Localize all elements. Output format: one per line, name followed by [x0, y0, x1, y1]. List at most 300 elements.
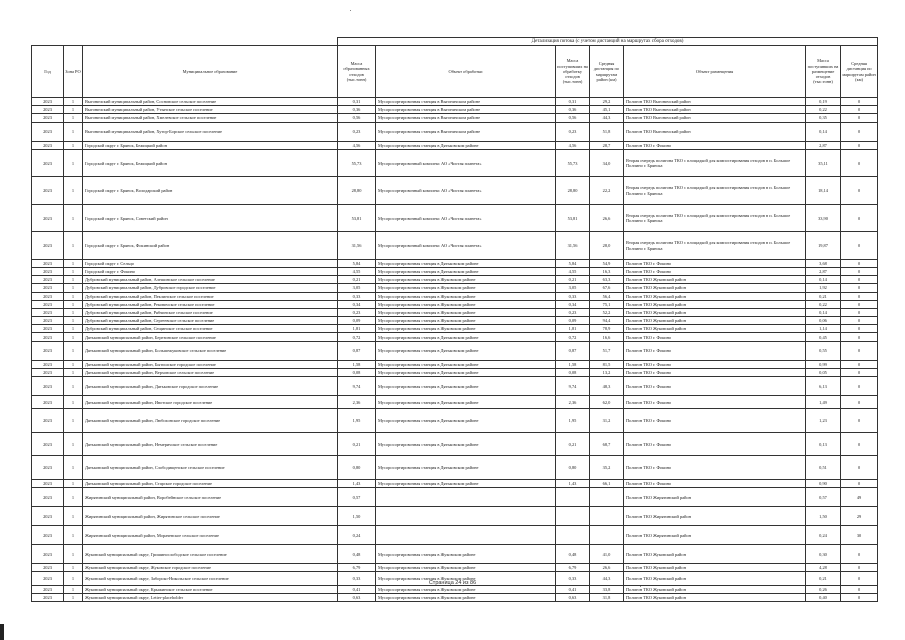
- cell-municipality: Дубровский муниципальный район, Сещинское сельское поселение: [83, 325, 338, 333]
- table-row: [32, 300, 878, 308]
- cell-zone: 1: [64, 507, 83, 526]
- cell-avg-distance-placement: 0: [841, 572, 878, 585]
- cell-municipality: Городской округ г. Брянск, Володарский район: [83, 177, 338, 205]
- cell-mass-formed: 0,56: [338, 114, 376, 122]
- cell-avg-distance-placement: 0: [841, 106, 878, 114]
- cell-processing-object: Мусоросортировочная станция в Дятьковском районе: [376, 360, 556, 368]
- cell-mass-processing: 55,73: [556, 149, 590, 177]
- cell-avg-distance-placement: 0: [841, 341, 878, 360]
- cell-municipality: Дятьковский муниципальный район, Дятьковское городское поселение: [83, 377, 338, 396]
- cell-mass-formed: 0,21: [338, 432, 376, 456]
- cell-placement-object: Полигон ТКО г. Фокино: [624, 377, 806, 396]
- cell-avg-distance-placement: 0: [841, 276, 878, 284]
- cell-mass-placement: 0,13: [806, 432, 841, 456]
- cell-placement-object: Полигон ТКО г. Фокино: [624, 360, 806, 368]
- table-row: [32, 292, 878, 300]
- col-avg-distance-placement: Средняя дистанция по маршрутам район (км): [841, 46, 878, 98]
- cell-mass-placement: 1,92: [806, 284, 841, 292]
- cell-mass-processing: 0,41: [556, 585, 590, 593]
- cell-mass-placement: 0,55: [806, 341, 841, 360]
- cell-placement-object: Полигон ТКО Жуковский район: [624, 292, 806, 300]
- cell-avg-distance-placement: 0: [841, 456, 878, 480]
- table-row: [32, 98, 878, 106]
- cell-year: 2023: [32, 409, 64, 433]
- cell-placement-object: Полигон ТКО Выгоничский район: [624, 106, 806, 114]
- scan-speck: [640, 586, 641, 587]
- col-processing-object: Объект обработки: [376, 46, 556, 98]
- cell-processing-object: Мусоросортировочная станция в Дятьковском районе: [376, 396, 556, 409]
- cell-municipality: Дубровский муниципальный район, Дубровское городское поселение: [83, 284, 338, 292]
- cell-mass-processing: 2,36: [556, 396, 590, 409]
- cell-placement-object: Вторая очередь полигона ТКО с площадкой для компостирования отходов в п. Большое Полпино г. Брянска: [624, 204, 806, 232]
- cell-avg-distance-processing: 81,5: [590, 360, 624, 368]
- cell-avg-distance-processing: 51,8: [590, 122, 624, 141]
- cell-municipality: Дятьковский муниципальный район, Старское городское поселение: [83, 479, 338, 487]
- cell-municipality: Жуковский муниципальный округ, Крыжинское сельское поселение: [83, 585, 338, 593]
- cell-zone: 1: [64, 526, 83, 545]
- table-row: [32, 284, 878, 292]
- cell-avg-distance-processing: 44,3: [590, 572, 624, 585]
- table-row: [32, 333, 878, 341]
- table-row: [32, 585, 878, 593]
- cell-mass-formed: 5,84: [338, 259, 376, 267]
- cell-year: 2023: [32, 488, 64, 507]
- cell-mass-formed: 0,48: [338, 545, 376, 564]
- cell-avg-distance-placement: 0: [841, 333, 878, 341]
- table-row: [32, 325, 878, 333]
- cell-year: 2023: [32, 141, 64, 149]
- cell-processing-object: Мусоросортировочный комплекс АО «Чистая планета»: [376, 149, 556, 177]
- cell-mass-processing: 0,87: [556, 341, 590, 360]
- cell-year: 2023: [32, 333, 64, 341]
- cell-municipality: Жирятинский муниципальный район, Морачевское сельское поселение: [83, 526, 338, 545]
- cell-municipality: Дубровский муниципальный район, Рековичское сельское поселение: [83, 300, 338, 308]
- cell-year: 2023: [32, 276, 64, 284]
- table-row: [32, 149, 878, 177]
- cell-mass-formed: 0,08: [338, 368, 376, 376]
- cell-mass-placement: 2,87: [806, 141, 841, 149]
- cell-zone: 1: [64, 545, 83, 564]
- scan-speck: [350, 10, 351, 11]
- cell-placement-object: Полигон ТКО г. Фокино: [624, 267, 806, 275]
- cell-mass-processing: 0,33: [556, 292, 590, 300]
- cell-avg-distance-processing: 34,0: [590, 149, 624, 177]
- cell-municipality: Городской округ г. Фокино: [83, 267, 338, 275]
- cell-mass-formed: 0,23: [338, 308, 376, 316]
- cell-placement-object: Полигон ТКО Жуковский район: [624, 593, 806, 601]
- cell-mass-formed: 3,05: [338, 284, 376, 292]
- cell-placement-object: Полигон ТКО г. Фокино: [624, 333, 806, 341]
- cell-avg-distance-placement: 0: [841, 545, 878, 564]
- table-row: [32, 545, 878, 564]
- table-row: [32, 106, 878, 114]
- cell-avg-distance-processing: 31,2: [590, 409, 624, 433]
- cell-avg-distance-placement: 0: [841, 409, 878, 433]
- col-mass-placement: Масса поступивших на размещение отходов (тыс.тонн): [806, 46, 841, 98]
- cell-processing-object: Мусоросортировочная станция в Дятьковском районе: [376, 259, 556, 267]
- cell-placement-object: Полигон ТКО г. Фокино: [624, 141, 806, 149]
- cell-avg-distance-processing: 41,0: [590, 545, 624, 564]
- cell-placement-object: Полигон ТКО Жуковский район: [624, 572, 806, 585]
- cell-avg-distance-placement: 0: [841, 317, 878, 325]
- cell-mass-formed: 31,56: [338, 232, 376, 260]
- cell-placement-object: Полигон ТКО г. Фокино: [624, 368, 806, 376]
- cell-municipality: Городской округ г. Брянск, Советский район: [83, 204, 338, 232]
- cell-mass-processing: 0,48: [556, 545, 590, 564]
- cell-processing-object: Мусоросортировочная станция в Дятьковском районе: [376, 456, 556, 480]
- cell-zone: 1: [64, 325, 83, 333]
- cell-municipality: Жирятинский муниципальный район, Воробейнское сельское поселение: [83, 488, 338, 507]
- cell-mass-placement: 19,87: [806, 232, 841, 260]
- cell-year: 2023: [32, 368, 64, 376]
- cell-processing-object: Мусоросортировочная станция в Дятьковском районе: [376, 368, 556, 376]
- cell-avg-distance-placement: 0: [841, 300, 878, 308]
- cell-mass-processing: 0,23: [556, 122, 590, 141]
- cell-year: 2023: [32, 106, 64, 114]
- cell-mass-processing: 0,80: [556, 456, 590, 480]
- cell-mass-formed: 53,81: [338, 204, 376, 232]
- cell-avg-distance-processing: 16,6: [590, 333, 624, 341]
- cell-municipality: Дятьковский муниципальный район, Ивотское городское поселение: [83, 396, 338, 409]
- cell-mass-placement: 0,30: [806, 545, 841, 564]
- cell-mass-processing: [556, 526, 590, 545]
- cell-processing-object: [376, 507, 556, 526]
- table-row: [32, 593, 878, 601]
- cell-avg-distance-processing: [590, 507, 624, 526]
- cell-avg-distance-placement: 0: [841, 284, 878, 292]
- cell-mass-formed: 0,33: [338, 572, 376, 585]
- page-footer: Страница 24 из 86: [428, 580, 477, 586]
- cell-placement-object: Полигон ТКО Жуковский район: [624, 585, 806, 593]
- cell-municipality: Дубровский муниципальный район, Сергеевское сельское поселение: [83, 317, 338, 325]
- waste-flow-table: [31, 37, 878, 602]
- table-row: [32, 368, 878, 376]
- cell-mass-processing: 6,79: [556, 564, 590, 572]
- cell-avg-distance-processing: 78,9: [590, 325, 624, 333]
- cell-zone: 1: [64, 308, 83, 316]
- cell-year: 2023: [32, 479, 64, 487]
- cell-avg-distance-placement: 29: [841, 507, 878, 526]
- cell-mass-processing: 3,05: [556, 284, 590, 292]
- col-mass-processing: Масса поступивших на обработку отходов (тыс.тонн): [556, 46, 590, 98]
- cell-municipality: Выгоничский муниципальный район, Хутор-Борское сельское поселение: [83, 122, 338, 141]
- table-row: [32, 267, 878, 275]
- table-row: [32, 341, 878, 360]
- cell-mass-placement: 0,99: [806, 360, 841, 368]
- cell-mass-placement: 0,45: [806, 333, 841, 341]
- cell-mass-formed: 28,80: [338, 177, 376, 205]
- cell-zone: 1: [64, 368, 83, 376]
- cell-municipality: Выгоничский муниципальный район, Утынское сельское поселение: [83, 106, 338, 114]
- cell-avg-distance-placement: 0: [841, 479, 878, 487]
- cell-avg-distance-placement: 0: [841, 308, 878, 316]
- cell-year: 2023: [32, 300, 64, 308]
- cell-mass-placement: 3,68: [806, 259, 841, 267]
- table-title: Детализация потока (с учетом дистанций на маршрутах сбора отходов): [338, 38, 878, 46]
- cell-zone: 1: [64, 360, 83, 368]
- cell-placement-object: Полигон ТКО Выгоничский район: [624, 114, 806, 122]
- cell-zone: 1: [64, 432, 83, 456]
- cell-zone: 1: [64, 259, 83, 267]
- cell-processing-object: Мусоросортировочная станция в Жуковском районе: [376, 292, 556, 300]
- cell-mass-placement: 0,21: [806, 292, 841, 300]
- cell-avg-distance-placement: 0: [841, 564, 878, 572]
- cell-zone: 1: [64, 479, 83, 487]
- cell-avg-distance-processing: 54,9: [590, 259, 624, 267]
- col-municipality: Муниципальное образование: [83, 46, 338, 98]
- cell-mass-processing: 1,81: [556, 325, 590, 333]
- cell-zone: 1: [64, 456, 83, 480]
- cell-mass-formed: 1,58: [338, 360, 376, 368]
- cell-mass-placement: 0,24: [806, 526, 841, 545]
- table-row: [32, 488, 878, 507]
- cell-processing-object: Мусоросортировочная станция в Дятьковском районе: [376, 141, 556, 149]
- table-body: [32, 98, 878, 602]
- cell-municipality: Городской округ г. Брянск, Фокинский район: [83, 232, 338, 260]
- cell-year: 2023: [32, 396, 64, 409]
- cell-year: 2023: [32, 585, 64, 593]
- cell-mass-formed: 0,80: [338, 456, 376, 480]
- cell-mass-placement: 0,05: [806, 368, 841, 376]
- col-year: Год: [32, 46, 64, 98]
- cell-avg-distance-placement: 0: [841, 585, 878, 593]
- cell-zone: 1: [64, 276, 83, 284]
- cell-avg-distance-processing: 68,7: [590, 432, 624, 456]
- cell-year: 2023: [32, 545, 64, 564]
- cell-avg-distance-placement: 0: [841, 141, 878, 149]
- table-row: [32, 396, 878, 409]
- cell-mass-placement: 0,21: [806, 572, 841, 585]
- cell-mass-formed: 2,36: [338, 396, 376, 409]
- cell-mass-formed: 0,24: [338, 526, 376, 545]
- cell-year: 2023: [32, 98, 64, 106]
- cell-year: 2023: [32, 204, 64, 232]
- cell-year: 2023: [32, 317, 64, 325]
- cell-zone: 1: [64, 106, 83, 114]
- cell-placement-object: Полигон ТКО Жуковский район: [624, 284, 806, 292]
- cell-processing-object: Мусоросортировочный комплекс АО «Чистая планета»: [376, 232, 556, 260]
- cell-processing-object: Мусоросортировочная станция в Жуковском районе: [376, 572, 556, 585]
- cell-mass-placement: 0,22: [806, 300, 841, 308]
- cell-year: 2023: [32, 325, 64, 333]
- cell-mass-placement: 6,13: [806, 377, 841, 396]
- cell-municipality: Городской округ г. Брянск, Бежицкий район: [83, 141, 338, 149]
- cell-avg-distance-placement: 30: [841, 526, 878, 545]
- cell-zone: 1: [64, 141, 83, 149]
- cell-municipality: Дубровский муниципальный район, Пеклинское сельское поселение: [83, 292, 338, 300]
- table-row: [32, 177, 878, 205]
- cell-zone: 1: [64, 572, 83, 585]
- table-title-spacer: [32, 38, 338, 46]
- cell-municipality: Дятьковский муниципальный район, Любохонское городское поселение: [83, 409, 338, 433]
- cell-zone: 1: [64, 149, 83, 177]
- cell-zone: 1: [64, 300, 83, 308]
- cell-processing-object: Мусоросортировочная станция в Дятьковском районе: [376, 377, 556, 396]
- cell-avg-distance-processing: 13,2: [590, 368, 624, 376]
- cell-processing-object: Мусоросортировочная станция в Дятьковском районе: [376, 479, 556, 487]
- cell-placement-object: Полигон ТКО г. Фокино: [624, 259, 806, 267]
- cell-avg-distance-placement: 0: [841, 593, 878, 601]
- cell-avg-distance-placement: 0: [841, 98, 878, 106]
- cell-municipality: Дятьковский муниципальный район, Березинское сельское поселение: [83, 333, 338, 341]
- cell-avg-distance-processing: 26,6: [590, 204, 624, 232]
- cell-mass-formed: 0,72: [338, 333, 376, 341]
- cell-mass-formed: 0,33: [338, 292, 376, 300]
- cell-mass-processing: 1,95: [556, 409, 590, 433]
- cell-mass-formed: 1,81: [338, 325, 376, 333]
- cell-avg-distance-processing: 29,2: [590, 98, 624, 106]
- cell-zone: 1: [64, 317, 83, 325]
- cell-avg-distance-placement: 0: [841, 325, 878, 333]
- cell-mass-placement: 0,06: [806, 317, 841, 325]
- table-row: [32, 360, 878, 368]
- cell-avg-distance-processing: 67,6: [590, 284, 624, 292]
- cell-year: 2023: [32, 377, 64, 396]
- cell-year: 2023: [32, 308, 64, 316]
- cell-processing-object: [376, 488, 556, 507]
- cell-zone: 1: [64, 488, 83, 507]
- cell-processing-object: Мусоросортировочная станция в Дятьковском районе: [376, 432, 556, 456]
- col-placement-object: Объект размещения: [624, 46, 806, 98]
- cell-placement-object: Вторая очередь полигона ТКО с площадкой для компостирования отходов в п. Большое Полпино г. Брянска: [624, 232, 806, 260]
- cell-mass-processing: 0,21: [556, 432, 590, 456]
- cell-avg-distance-processing: 35,2: [590, 456, 624, 480]
- cell-municipality: Жирятинский муниципальный район, Жирятинское сельское поселение: [83, 507, 338, 526]
- cell-mass-processing: 9,74: [556, 377, 590, 396]
- cell-processing-object: Мусоросортировочная станция в Выгоничском районе: [376, 114, 556, 122]
- cell-processing-object: [376, 526, 556, 545]
- cell-mass-placement: 0,57: [806, 488, 841, 507]
- cell-placement-object: Полигон ТКО Жирятинский район: [624, 507, 806, 526]
- cell-mass-processing: 0,33: [556, 572, 590, 585]
- cell-placement-object: Полигон ТКО г. Фокино: [624, 396, 806, 409]
- cell-avg-distance-processing: 94,4: [590, 317, 624, 325]
- cell-mass-placement: 1,23: [806, 409, 841, 433]
- cell-placement-object: Полигон ТКО Жуковский район: [624, 300, 806, 308]
- cell-zone: 1: [64, 409, 83, 433]
- cell-mass-processing: 53,81: [556, 204, 590, 232]
- cell-mass-formed: 0,41: [338, 585, 376, 593]
- cell-mass-placement: 0,14: [806, 276, 841, 284]
- cell-municipality: Дятьковский муниципальный район, Большежуковское сельское поселение: [83, 341, 338, 360]
- cell-year: 2023: [32, 341, 64, 360]
- cell-year: 2023: [32, 456, 64, 480]
- cell-placement-object: Полигон ТКО Жуковский район: [624, 276, 806, 284]
- cell-avg-distance-placement: 0: [841, 232, 878, 260]
- cell-avg-distance-placement: 0: [841, 292, 878, 300]
- cell-processing-object: Мусоросортировочная станция в Выгоничском районе: [376, 106, 556, 114]
- cell-mass-processing: 0,72: [556, 333, 590, 341]
- cell-municipality: Дятьковский муниципальный район, Немеричское сельское поселение: [83, 432, 338, 456]
- table-row: [32, 564, 878, 572]
- cell-avg-distance-processing: 56,4: [590, 292, 624, 300]
- cell-year: 2023: [32, 232, 64, 260]
- cell-processing-object: Мусоросортировочная станция в Жуковском районе: [376, 564, 556, 572]
- cell-municipality: Дубровский муниципальный район, Алешинское сельское поселение: [83, 276, 338, 284]
- cell-placement-object: Полигон ТКО г. Фокино: [624, 456, 806, 480]
- cell-placement-object: Полигон ТКО Жуковский район: [624, 545, 806, 564]
- cell-mass-formed: 0,31: [338, 98, 376, 106]
- cell-year: 2023: [32, 572, 64, 585]
- cell-mass-processing: 0,63: [556, 593, 590, 601]
- scan-edge-mark: [0, 624, 4, 640]
- cell-year: 2023: [32, 360, 64, 368]
- cell-zone: 1: [64, 333, 83, 341]
- cell-municipality: Городской округ г. Сельцо: [83, 259, 338, 267]
- cell-processing-object: Мусоросортировочная станция в Дятьковском районе: [376, 409, 556, 433]
- cell-year: 2023: [32, 507, 64, 526]
- table-row: [32, 114, 878, 122]
- cell-mass-processing: 1,58: [556, 360, 590, 368]
- cell-mass-formed: 0,36: [338, 106, 376, 114]
- cell-mass-formed: 1,95: [338, 409, 376, 433]
- cell-mass-formed: 0,21: [338, 276, 376, 284]
- cell-mass-formed: 0,34: [338, 300, 376, 308]
- cell-mass-processing: 4,56: [556, 141, 590, 149]
- table-row: [32, 141, 878, 149]
- cell-avg-distance-placement: 0: [841, 204, 878, 232]
- cell-mass-placement: 0,51: [806, 456, 841, 480]
- cell-mass-processing: 5,84: [556, 259, 590, 267]
- cell-avg-distance-placement: 0: [841, 368, 878, 376]
- cell-mass-formed: 0,57: [338, 488, 376, 507]
- cell-avg-distance-placement: 0: [841, 377, 878, 396]
- cell-mass-placement: 0,22: [806, 106, 841, 114]
- cell-zone: 1: [64, 341, 83, 360]
- cell-year: 2023: [32, 267, 64, 275]
- cell-avg-distance-processing: 44,3: [590, 114, 624, 122]
- cell-placement-object: Полигон ТКО г. Фокино: [624, 479, 806, 487]
- table-row: [32, 526, 878, 545]
- cell-avg-distance-processing: 52,2: [590, 308, 624, 316]
- cell-zone: 1: [64, 204, 83, 232]
- cell-mass-processing: 0,08: [556, 368, 590, 376]
- cell-mass-placement: 1,14: [806, 325, 841, 333]
- table-row: [32, 259, 878, 267]
- cell-processing-object: Мусоросортировочный комплекс АО «Чистая планета»: [376, 177, 556, 205]
- cell-processing-object: Мусоросортировочная станция в Жуковском районе: [376, 585, 556, 593]
- cell-municipality: Выгоничский муниципальный район, Сосновское сельское поселение: [83, 98, 338, 106]
- table-row: [32, 276, 878, 284]
- cell-mass-placement: 0,19: [806, 98, 841, 106]
- cell-year: 2023: [32, 177, 64, 205]
- cell-placement-object: Полигон ТКО Жуковский район: [624, 325, 806, 333]
- cell-mass-processing: 0,31: [556, 98, 590, 106]
- cell-mass-placement: 0,35: [806, 114, 841, 122]
- cell-municipality: Дятьковский муниципальный район, Слободищенское сельское поселение: [83, 456, 338, 480]
- cell-avg-distance-processing: [590, 488, 624, 507]
- cell-mass-placement: 0,40: [806, 593, 841, 601]
- cell-mass-processing: [556, 488, 590, 507]
- cell-placement-object: Полигон ТКО г. Фокино: [624, 409, 806, 433]
- cell-mass-placement: 4,28: [806, 564, 841, 572]
- table-row: [32, 432, 878, 456]
- cell-year: 2023: [32, 149, 64, 177]
- cell-placement-object: Полигон ТКО Жуковский район: [624, 564, 806, 572]
- col-mass-formed: Масса образованных отходов (тыс.тонн): [338, 46, 376, 98]
- cell-mass-formed: 4,56: [338, 141, 376, 149]
- cell-avg-distance-processing: 33,8: [590, 585, 624, 593]
- table-row: [32, 507, 878, 526]
- cell-zone: 1: [64, 377, 83, 396]
- cell-avg-distance-processing: [590, 526, 624, 545]
- cell-mass-placement: 1,49: [806, 396, 841, 409]
- cell-avg-distance-processing: 31,8: [590, 593, 624, 601]
- cell-municipality: Жуковский муниципальный округ, Гришинослободское сельское поселение: [83, 545, 338, 564]
- cell-mass-processing: 0,34: [556, 300, 590, 308]
- cell-avg-distance-processing: 51,7: [590, 341, 624, 360]
- cell-mass-processing: 0,56: [556, 114, 590, 122]
